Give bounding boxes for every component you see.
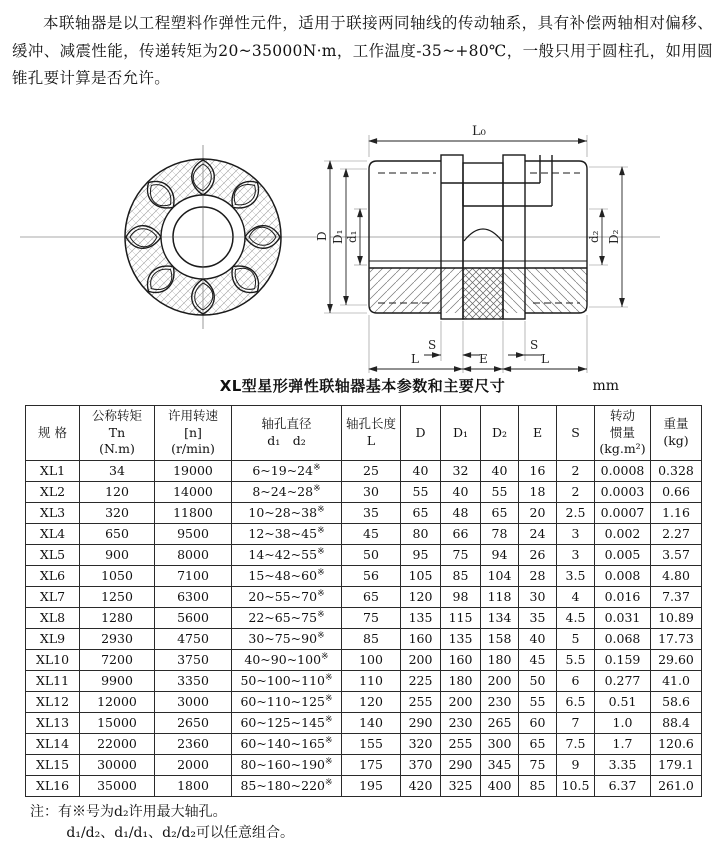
table-cell: 22000 (80, 733, 155, 754)
table-cell: 40 (519, 628, 557, 649)
table-header-cell: 许用转速 [n] (r/min) (155, 405, 232, 460)
table-cell: 0.068 (595, 628, 651, 649)
table-cell: 200 (481, 670, 519, 691)
table-cell: 20 (519, 502, 557, 523)
table-row (26, 712, 702, 733)
dim-label-D1: D₁ (331, 229, 345, 244)
table-cell: 30000 (80, 754, 155, 775)
table-cell: 179.1 (651, 754, 702, 775)
table-cell: 7.37 (651, 586, 702, 607)
table-cell: 180 (441, 670, 481, 691)
max-bore-mark: ※ (317, 505, 325, 516)
table-cell: 0.002 (595, 523, 651, 544)
table-cell: 4.80 (651, 565, 702, 586)
table-cell: 60~110~125※ (232, 691, 342, 712)
table-cell: 7.5 (557, 733, 595, 754)
table-cell: 9900 (80, 670, 155, 691)
table-cell: 6.37 (595, 775, 651, 796)
max-bore-mark: ※ (325, 694, 333, 705)
table-cell: 29.60 (651, 649, 702, 670)
table-cell: 55 (401, 481, 441, 502)
table-cell: 118 (481, 586, 519, 607)
table-cell: XL2 (26, 481, 80, 502)
table-cell: 65 (481, 502, 519, 523)
max-bore-mark: ※ (317, 568, 325, 579)
table-body (26, 460, 702, 796)
table-cell: 200 (401, 649, 441, 670)
footnote-line-2: d₁/d₂、d₁/d₁、d₂/d₂可以任意组合。 (66, 825, 294, 842)
table-cell: 50 (342, 544, 401, 565)
table-title: XL型星形弹性联轴器基本参数和主要尺寸 (219, 376, 506, 395)
table-title-row (0, 375, 725, 399)
max-bore-mark: ※ (325, 736, 333, 747)
table-cell: XL7 (26, 586, 80, 607)
table-cell: 45 (519, 649, 557, 670)
max-bore-mark: ※ (317, 526, 325, 537)
table-cell: XL3 (26, 502, 80, 523)
table-cell: 8~24~28※ (232, 481, 342, 502)
table-cell: 200 (441, 691, 481, 712)
table-cell: 32 (441, 460, 481, 481)
table-cell: 30 (519, 586, 557, 607)
table-cell: 255 (441, 733, 481, 754)
table-cell: 18 (519, 481, 557, 502)
dim-label-S-right: S (530, 337, 539, 352)
table-cell: 60~125~145※ (232, 712, 342, 733)
table-cell: 65 (342, 586, 401, 607)
table-cell: 135 (401, 607, 441, 628)
table-cell: 0.159 (595, 649, 651, 670)
table-cell: 2.5 (557, 502, 595, 523)
table-cell: 320 (80, 502, 155, 523)
dim-label-S-left: S (428, 337, 437, 352)
table-cell: 265 (481, 712, 519, 733)
table-cell: 3 (557, 544, 595, 565)
dim-label-d2: d₂ (587, 230, 601, 243)
table-cell: 58.6 (651, 691, 702, 712)
table-cell: XL6 (26, 565, 80, 586)
table-header-cell: 轴孔直径 d₁ d₂ (232, 405, 342, 460)
table-cell: XL10 (26, 649, 80, 670)
table-cell: 6.5 (557, 691, 595, 712)
table-cell: 290 (401, 712, 441, 733)
table-cell: 0.005 (595, 544, 651, 565)
table-cell: 0.0003 (595, 481, 651, 502)
table-cell: 4.5 (557, 607, 595, 628)
table-cell: 5.5 (557, 649, 595, 670)
table-cell: 134 (481, 607, 519, 628)
table-cell: 10~28~38※ (232, 502, 342, 523)
table-cell: 4750 (155, 628, 232, 649)
table-cell: XL14 (26, 733, 80, 754)
table-cell: 75 (519, 754, 557, 775)
max-bore-mark: ※ (325, 673, 333, 684)
table-row (26, 586, 702, 607)
table-header-cell: 公称转矩 Tn (N.m) (80, 405, 155, 460)
table-cell: 55 (519, 691, 557, 712)
table-cell: 15~48~60※ (232, 565, 342, 586)
table-cell: 10.5 (557, 775, 595, 796)
table-row (26, 481, 702, 502)
table-cell: 115 (441, 607, 481, 628)
max-bore-mark: ※ (325, 778, 333, 789)
table-cell: 110 (342, 670, 401, 691)
table-cell: 2.27 (651, 523, 702, 544)
table-cell: 35 (342, 502, 401, 523)
table-cell: 140 (342, 712, 401, 733)
dim-label-E: E (479, 351, 488, 366)
table-cell: 66 (441, 523, 481, 544)
table-cell: 3.35 (595, 754, 651, 775)
table-unit: mm (592, 377, 619, 394)
table-cell: 24 (519, 523, 557, 544)
table-cell: 2 (557, 460, 595, 481)
max-bore-mark: ※ (313, 484, 321, 495)
table-cell: 0.016 (595, 586, 651, 607)
parameters-table (25, 405, 702, 797)
table-cell: 80~160~190※ (232, 754, 342, 775)
table-cell: 420 (401, 775, 441, 796)
table-cell: XL16 (26, 775, 80, 796)
table-cell: 48 (441, 502, 481, 523)
table-cell: 45 (342, 523, 401, 544)
table-cell: 230 (441, 712, 481, 733)
table-cell: XL11 (26, 670, 80, 691)
table-header-cell: 轴孔长度 L (342, 405, 401, 460)
table-cell: 40 (401, 460, 441, 481)
table-cell: 16 (519, 460, 557, 481)
table-cell: 25 (342, 460, 401, 481)
table-cell: 34 (80, 460, 155, 481)
table-cell: 230 (481, 691, 519, 712)
table-cell: 85~180~220※ (232, 775, 342, 796)
table-cell: 158 (481, 628, 519, 649)
table-header-cell: 规 格 (26, 405, 80, 460)
table-cell: 300 (481, 733, 519, 754)
table-cell: 0.008 (595, 565, 651, 586)
table-cell: 22~65~75※ (232, 607, 342, 628)
table-row (26, 649, 702, 670)
table-cell: 65 (401, 502, 441, 523)
table-cell: 6~19~24※ (232, 460, 342, 481)
table-cell: 900 (80, 544, 155, 565)
table-cell: 6300 (155, 586, 232, 607)
table-cell: 6 (557, 670, 595, 691)
dim-label-D2: D₂ (607, 229, 621, 244)
section-view (315, 124, 660, 373)
table-cell: XL1 (26, 460, 80, 481)
table-cell: 15000 (80, 712, 155, 733)
table-cell: 75 (441, 544, 481, 565)
max-bore-mark: ※ (313, 463, 321, 474)
table-cell: 55 (481, 481, 519, 502)
dim-label-L-left: L (411, 351, 419, 366)
table-row (26, 775, 702, 796)
table-cell: 3350 (155, 670, 232, 691)
table-cell: 2 (557, 481, 595, 502)
table-header-cell: D (401, 405, 441, 460)
table-cell: 40 (481, 460, 519, 481)
table-cell: 9 (557, 754, 595, 775)
table-cell: 50~100~110※ (232, 670, 342, 691)
table-cell: 325 (441, 775, 481, 796)
dim-label-d1: d₁ (345, 230, 359, 243)
table-cell: 35 (519, 607, 557, 628)
table-cell: 5600 (155, 607, 232, 628)
right-hub-section-hatch (503, 268, 587, 313)
table-cell: 95 (401, 544, 441, 565)
table-row (26, 628, 702, 649)
table-cell: 105 (401, 565, 441, 586)
table-cell: 120 (401, 586, 441, 607)
max-bore-mark: ※ (317, 547, 325, 558)
table-cell: 650 (80, 523, 155, 544)
table-row (26, 691, 702, 712)
table-row (26, 733, 702, 754)
table-row (26, 544, 702, 565)
table-cell: 88.4 (651, 712, 702, 733)
table-cell: 7100 (155, 565, 232, 586)
table-row (26, 523, 702, 544)
table-row (26, 607, 702, 628)
table-cell: 3 (557, 523, 595, 544)
elastic-element-hatch (463, 268, 503, 319)
table-cell: 11800 (155, 502, 232, 523)
table-row (26, 670, 702, 691)
table-cell: 26 (519, 544, 557, 565)
table-cell: 2930 (80, 628, 155, 649)
max-bore-mark: ※ (317, 631, 325, 642)
table-cell: 12~38~45※ (232, 523, 342, 544)
table-cell: 160 (401, 628, 441, 649)
table-cell: 400 (481, 775, 519, 796)
table-cell: 75 (342, 607, 401, 628)
table-header-row (26, 405, 702, 460)
max-bore-mark: ※ (325, 715, 333, 726)
left-hub-section-hatch (370, 268, 463, 313)
table-cell: 41.0 (651, 670, 702, 691)
table-cell: 3000 (155, 691, 232, 712)
table-cell: 0.277 (595, 670, 651, 691)
table-row (26, 502, 702, 523)
max-bore-mark: ※ (321, 652, 329, 663)
table-cell: 14000 (155, 481, 232, 502)
table-cell: 1280 (80, 607, 155, 628)
table-header-cell: 重量 (kg) (651, 405, 702, 460)
table-cell: 7 (557, 712, 595, 733)
table-cell: 30~75~90※ (232, 628, 342, 649)
table-cell: XL15 (26, 754, 80, 775)
dim-label-L0: L₀ (472, 123, 486, 139)
table-cell: 320 (401, 733, 441, 754)
table-cell: 10.89 (651, 607, 702, 628)
table-cell: 120 (342, 691, 401, 712)
dim-label-D: D (315, 231, 329, 241)
table-cell: 12000 (80, 691, 155, 712)
table-cell: XL4 (26, 523, 80, 544)
table-cell: 65 (519, 733, 557, 754)
table-cell: 56 (342, 565, 401, 586)
table-cell: 30 (342, 481, 401, 502)
table-cell: 255 (401, 691, 441, 712)
table-cell: 40 (441, 481, 481, 502)
table-cell: 98 (441, 586, 481, 607)
intro-paragraph: 本联轴器是以工程塑料作弹性元件，适用于联接两同轴线的传动轴系，具有补偿两轴相对偏移、缓冲、减震性能，传递转矩为20~35000N·m，工作温度-35~+80℃，一般只用于圆柱孔，如用圆锥孔要计算是否允许。 (12, 14, 713, 88)
table-cell: 195 (342, 775, 401, 796)
table-cell: 0.328 (651, 460, 702, 481)
max-bore-mark: ※ (325, 757, 333, 768)
table-cell: 20~55~70※ (232, 586, 342, 607)
table-cell: 1250 (80, 586, 155, 607)
table-cell: XL5 (26, 544, 80, 565)
table-cell: 80 (401, 523, 441, 544)
table-cell: 78 (481, 523, 519, 544)
table-cell: 120.6 (651, 733, 702, 754)
table-cell: 2650 (155, 712, 232, 733)
table-cell: 0.51 (595, 691, 651, 712)
table-cell: 7200 (80, 649, 155, 670)
table-cell: 28 (519, 565, 557, 586)
front-view (20, 145, 318, 329)
table-cell: 1800 (155, 775, 232, 796)
table-cell: 1.0 (595, 712, 651, 733)
table-cell: 0.0007 (595, 502, 651, 523)
table-cell: 2360 (155, 733, 232, 754)
table-cell: 104 (481, 565, 519, 586)
table-cell: 5 (557, 628, 595, 649)
table-row (26, 754, 702, 775)
table-header-cell: S (557, 405, 595, 460)
coupling-drawing (0, 111, 725, 373)
table-header-cell: E (519, 405, 557, 460)
table-cell: 0.0008 (595, 460, 651, 481)
table-cell: XL9 (26, 628, 80, 649)
table-cell: 19000 (155, 460, 232, 481)
table-cell: 3.5 (557, 565, 595, 586)
table-cell: XL12 (26, 691, 80, 712)
table-cell: 14~42~55※ (232, 544, 342, 565)
table-cell: 175 (342, 754, 401, 775)
table-cell: 85 (441, 565, 481, 586)
table-cell: 85 (519, 775, 557, 796)
table-cell: 1.7 (595, 733, 651, 754)
max-bore-mark: ※ (317, 610, 325, 621)
table-row (26, 460, 702, 481)
table-cell: 50 (519, 670, 557, 691)
footnote-line-1: 注：有※号为d₂许用最大轴孔。 (30, 803, 227, 820)
table-header-cell: D₁ (441, 405, 481, 460)
table-cell: 4 (557, 586, 595, 607)
table-cell: 8000 (155, 544, 232, 565)
table-cell: 0.031 (595, 607, 651, 628)
table-cell: 0.66 (651, 481, 702, 502)
table-cell: 60 (519, 712, 557, 733)
table-cell: 160 (441, 649, 481, 670)
table-cell: 120 (80, 481, 155, 502)
table-cell: 370 (401, 754, 441, 775)
dim-label-L-right: L (541, 351, 549, 366)
table-cell: 1.16 (651, 502, 702, 523)
table-cell: 135 (441, 628, 481, 649)
table-cell: 155 (342, 733, 401, 754)
table-cell: 17.73 (651, 628, 702, 649)
table-row (26, 565, 702, 586)
table-cell: XL8 (26, 607, 80, 628)
table-cell: 261.0 (651, 775, 702, 796)
max-bore-mark: ※ (317, 589, 325, 600)
table-cell: 290 (441, 754, 481, 775)
table-cell: 85 (342, 628, 401, 649)
footnotes (30, 802, 725, 845)
coupling-drawing-svg (0, 111, 725, 373)
table-cell: 9500 (155, 523, 232, 544)
table-cell: 2000 (155, 754, 232, 775)
table-cell: 225 (401, 670, 441, 691)
table-cell: 94 (481, 544, 519, 565)
table-cell: 345 (481, 754, 519, 775)
table-cell: 1050 (80, 565, 155, 586)
table-cell: 100 (342, 649, 401, 670)
table-cell: 3.57 (651, 544, 702, 565)
table-cell: 3750 (155, 649, 232, 670)
table-cell: 180 (481, 649, 519, 670)
table-cell: 60~140~165※ (232, 733, 342, 754)
table-header-cell: D₂ (481, 405, 519, 460)
table-header-cell: 转动 惯量 (kg.m²) (595, 405, 651, 460)
table-cell: 35000 (80, 775, 155, 796)
table-cell: 40~90~100※ (232, 649, 342, 670)
table-cell: XL13 (26, 712, 80, 733)
